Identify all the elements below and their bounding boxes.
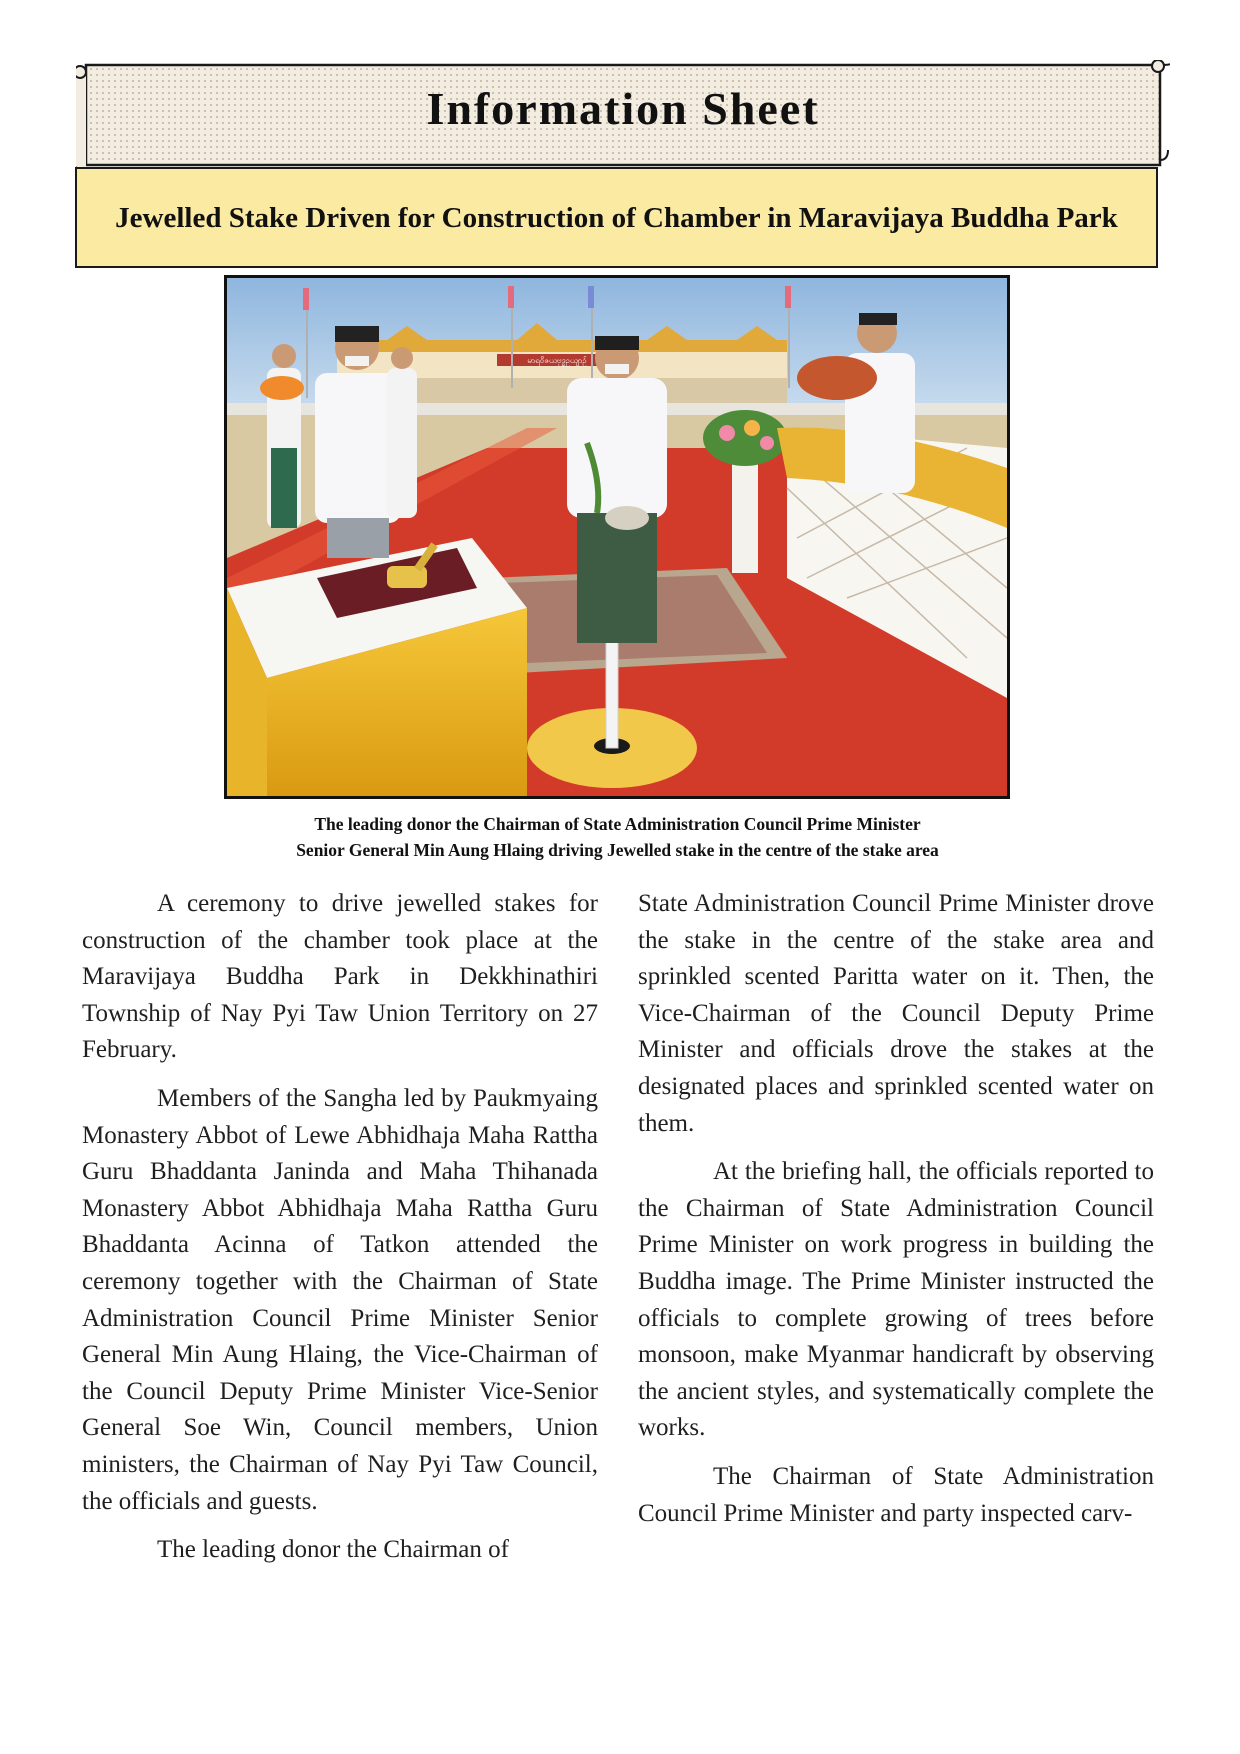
paragraph: A ceremony to drive jewelled stakes for construction of the chamber took place at the Maravijaya Buddha Park in Dekkhinathiri Township of Nay Pyi Taw Union Territory on 27 February. (82, 890, 598, 1064)
caption-line-2: Senior General Min Aung Hlaing driving Jewelled stake in the centre of the stake area (296, 840, 939, 860)
paragraph: The leading donor the Chairman of (157, 1536, 509, 1564)
paragraph-continued: State Administration Council Prime Minister drove the stake in the centre of the stake area and sprinkled scented Paritta water on it. Then, the Vice-Chairman of the Council Deputy Prime Minister and officials drove the stakes at the designated places and sprinkled scented water on them. (638, 890, 1154, 1137)
title-banner (76, 60, 1170, 172)
page-title: Information Sheet (426, 83, 820, 134)
caption-line-1: The leading donor the Chairman of State Administration Council Prime Minister (314, 814, 921, 834)
paragraph: The Chairman of State Administration Council Prime Minister and party inspected carv- (638, 1462, 1154, 1527)
photo-caption (150, 811, 1085, 863)
body-column-right (638, 886, 1154, 1544)
paragraph: At the briefing hall, the officials reported to the Chairman of State Administration Council Prime Minister on work progress in building the Buddha image. The Prime Minister instructed the officials to complete growing of trees before monsoon, make Myanmar handicraft by observing the ancient styles, and systematically complete the works. (638, 1158, 1154, 1442)
ceremony-photo-image (227, 278, 1007, 796)
article-headline: Jewelled Stake Driven for Construction of Chamber in Maravijaya Buddha Park (115, 201, 1118, 234)
headline-box (75, 167, 1158, 268)
body-column-left (82, 886, 598, 1581)
pavilion-sign: မာရဝိဇယဗုဒ္ဓဥယျာဉ် (527, 356, 587, 365)
paragraph: Members of the Sangha led by Paukmyaing Monastery Abbot of Lewe Abhidhaja Maha Rattha Guru Bhaddanta Janinda and Maha Thihanada Monastery Abbot Abhidhaja Maha Rattha Guru Bhaddanta Acinna of Tatkon attended the ceremony together with the Chairman of State Administration Council Prime Minister Senior General Min Aung Hlaing, the Vice-Chairman of the Council Deputy Prime Minister Vice-Senior General Soe Win, Council members, Union ministers, the Chairman of Nay Pyi Taw Council, the officials and guests. (82, 1084, 598, 1515)
ceremony-photo (224, 275, 1010, 799)
